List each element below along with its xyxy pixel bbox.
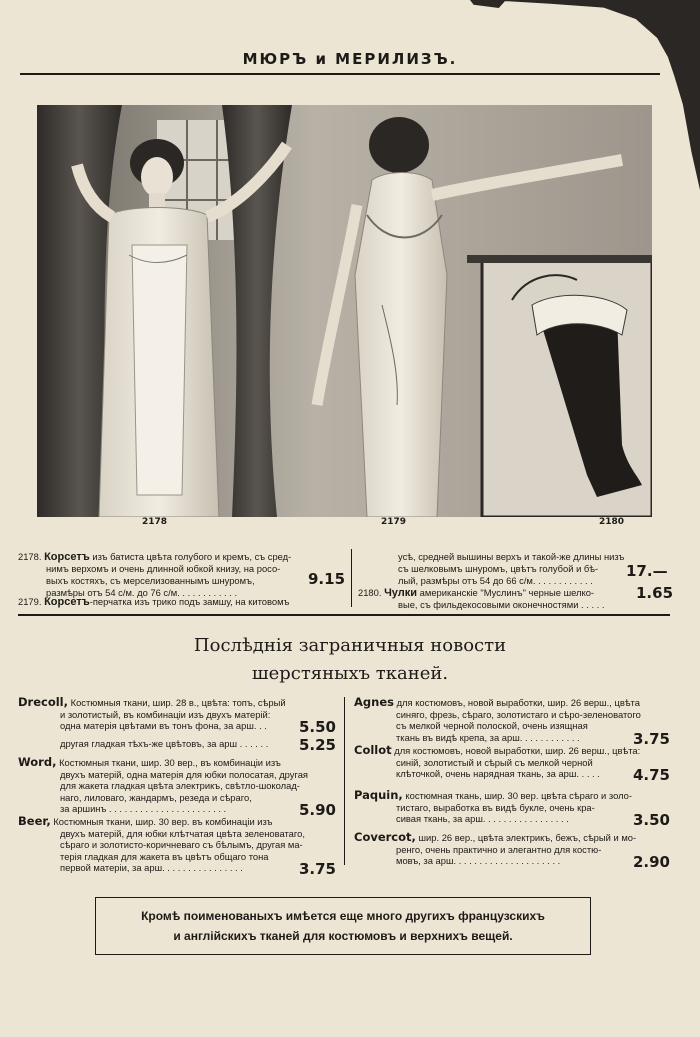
item-2180 bbox=[358, 584, 674, 611]
fabric-desc-line: терія гладкая для жакета въ цвѣтъ общаго тона bbox=[60, 850, 269, 862]
item-2179-continued bbox=[398, 551, 670, 587]
item-desc-line: лый, размѣры отъ 54 до 66 с/м. . . . . . . . . . . . bbox=[398, 575, 593, 586]
fabric-name: Collot bbox=[354, 743, 392, 757]
fabric-price: 3.75 bbox=[298, 860, 336, 879]
item-desc-line: размѣры отъ 54 с/м. до 76 с/м. . . . . . . . . . . . bbox=[46, 587, 238, 598]
item-2178 bbox=[18, 551, 346, 599]
fabric-desc-line: Костюмныя ткани, шир. 30 вер. въ комбинаціи изъ bbox=[53, 816, 273, 827]
fabric-desc-line: одна матерія цвѣтами въ тонъ фона, за арш. . . bbox=[60, 720, 267, 732]
fabric-desc-line: двухъ матерій, для юбки клѣтчатая цвѣта зеленоватаго, bbox=[60, 827, 305, 839]
fabric-desc-line: синяго, фрезь, сѣраго, золотистаго и сѣро-зеленоватого bbox=[396, 708, 641, 720]
fabric-desc-line: тистаго, выработка въ видѣ букле, очень кра- bbox=[396, 801, 595, 813]
item-2179 bbox=[18, 596, 348, 608]
shelf bbox=[467, 255, 652, 263]
fabric-desc-line: за аршинъ . . . . . . . . . . . . . . . . . . . . . . . bbox=[60, 803, 227, 815]
notice-line: Кромѣ поименованыхъ имѣется еще много другихъ французскихъ bbox=[141, 909, 545, 923]
fabric-collot bbox=[354, 743, 670, 785]
fabric-desc-line: синій, золотистый и сѣрый съ мелкой черной bbox=[396, 756, 593, 768]
item-desc-line: американскіе "Муслинъ" черные шелко- bbox=[419, 587, 595, 598]
fabric-drecoll bbox=[18, 695, 336, 737]
item-number: 2180. bbox=[358, 587, 382, 598]
fabric-desc-line: первой матеріи, за арш. . . . . . . . . . . . . . . . bbox=[60, 862, 243, 874]
item-desc-line: -перчатка изъ трико подъ замшу, на китовомъ bbox=[89, 596, 290, 607]
fabric-desc-line: сивая ткань, за арш. . . . . . . . . . . . . . . . . bbox=[396, 813, 569, 825]
section-heading-line: Послѣднія заграничныя новости bbox=[193, 635, 507, 656]
column-divider bbox=[344, 697, 345, 865]
fabric-desc-line: для костюмовъ, новой выработки, шир. 26 верш., цвѣта: bbox=[394, 745, 641, 756]
item-price: 9.15 bbox=[308, 570, 346, 588]
item-price: 17.— bbox=[626, 562, 668, 580]
item-name: Корсетъ bbox=[44, 551, 90, 563]
fabric-desc-line: костюмная ткань, шир. 30 вер. цвѣта сѣраго и золо- bbox=[405, 790, 633, 801]
fabric-desc-line: ренго, очень практично и элегантно для костю- bbox=[396, 843, 602, 855]
item-desc-line: усѣ, средней вышины верхъ и такой-же длины низъ bbox=[398, 551, 625, 562]
notice-line: и англійскихъ тканей для костюмовъ и верхнихъ вещей. bbox=[173, 929, 513, 943]
illustration bbox=[37, 105, 652, 517]
item-desc-line: изъ батиста цвѣта голубого и кремъ, съ сред- bbox=[92, 551, 292, 562]
fabric-covercot bbox=[354, 830, 670, 872]
fabric-desc-line: ткань въ видѣ крепа, за арш. . . . . . . . . . . . bbox=[396, 731, 580, 743]
item-name: Чулки bbox=[384, 587, 418, 599]
item-number: 2178. bbox=[18, 551, 42, 562]
column-divider bbox=[351, 549, 352, 607]
fabric-name: Beer, bbox=[18, 814, 51, 828]
fabric-price: 5.90 bbox=[298, 801, 336, 820]
fabric-price: 5.50 bbox=[298, 718, 336, 737]
fabric-price: 2.90 bbox=[632, 853, 670, 872]
fabric-name: Word, bbox=[18, 755, 57, 769]
figure-number-2179: 2179 bbox=[381, 517, 407, 527]
item-desc-line: съ шелковымъ шнуромъ, цвѣтъ голубой и бѣ- bbox=[398, 563, 599, 574]
fabric-desc-line: Костюмныя ткани, шир. 30 вер., въ комбинаціи изъ bbox=[59, 757, 281, 768]
section-heading-line: шерстяныхъ тканей. bbox=[251, 663, 449, 684]
item-price: 1.65 bbox=[636, 584, 674, 602]
fabric-price: 3.75 bbox=[632, 729, 670, 748]
masthead: МЮРЪ и МЕРИЛИЗЪ. bbox=[242, 50, 458, 68]
item-number: 2179. bbox=[18, 596, 42, 607]
masthead-rule bbox=[20, 73, 660, 75]
fabric-desc-line: съ мелкой черной полоской, очень изящная bbox=[396, 720, 588, 732]
fabric-drecoll-plain bbox=[18, 736, 336, 754]
fabric-desc-line: для жакета гладкая цвѣта электрикъ, свѣтло-шоколад- bbox=[60, 780, 300, 792]
fabric-word bbox=[18, 755, 336, 820]
fabric-desc-line: мовъ, за арш. . . . . . . . . . . . . . . . . . . . . bbox=[396, 855, 561, 867]
fabric-name: Drecoll, bbox=[18, 695, 68, 709]
section-heading bbox=[0, 632, 700, 688]
fabric-paquin bbox=[354, 788, 670, 830]
fabric-price: 4.75 bbox=[632, 766, 670, 785]
item-desc-line: нимъ верхомъ и очень длинной юбкой книзу, на росо- bbox=[46, 563, 281, 574]
fabric-price: 5.25 bbox=[298, 736, 336, 754]
notice-box bbox=[95, 897, 591, 955]
fabric-price: 3.50 bbox=[632, 811, 670, 830]
section-rule bbox=[18, 614, 670, 616]
fabric-desc-line: клѣточкой, очень нарядная ткань, за арш. . . . . bbox=[396, 768, 600, 780]
figure-number-2180: 2180 bbox=[599, 517, 625, 527]
fabric-name: Covercot, bbox=[354, 830, 416, 844]
fabric-agnes bbox=[354, 695, 670, 748]
fabric-desc-line: сѣраго и золотисто-коричневаго съ бѣлымъ, другая ма- bbox=[60, 839, 303, 851]
figure-number-2178: 2178 bbox=[142, 517, 168, 527]
fabric-desc-line: наго, лиловаго, жандармъ, резеда и сѣраго, bbox=[60, 791, 252, 803]
fabric-beer bbox=[18, 814, 336, 879]
fabric-desc-line: для костюмовъ, новой выработки, шир. 26 верш., цвѣта bbox=[396, 697, 640, 708]
fabric-desc-line: двухъ матерій, одна матерія для юбки полосатая, другая bbox=[60, 768, 308, 780]
item-name: Корсетъ bbox=[44, 596, 90, 608]
fabric-name: Paquin, bbox=[354, 788, 403, 802]
item-desc-line: вые, съ фильдекосовыми оконечностями . . . . . bbox=[398, 599, 605, 610]
fabric-desc-line: другая гладкая тѣхъ-же цвѣтовъ, за арш . . . . . . bbox=[60, 738, 269, 749]
item-desc-line: выхъ костяхъ, съ мерселизованнымъ шнуромъ, bbox=[46, 575, 255, 586]
torn-page-edge bbox=[470, 0, 506, 8]
fabric-desc-line: и золотистый, въ комбинаціи изъ двухъ матерій: bbox=[60, 708, 271, 720]
fabric-name: Agnes bbox=[354, 695, 394, 709]
fabric-desc-line: шир. 26 вер., цвѣта электрикъ, бежъ, сѣрый и мо- bbox=[418, 832, 637, 843]
fabric-desc-line: Костюмныя ткани, шир. 28 в., цвѣта: топъ, сѣрый bbox=[70, 697, 286, 708]
